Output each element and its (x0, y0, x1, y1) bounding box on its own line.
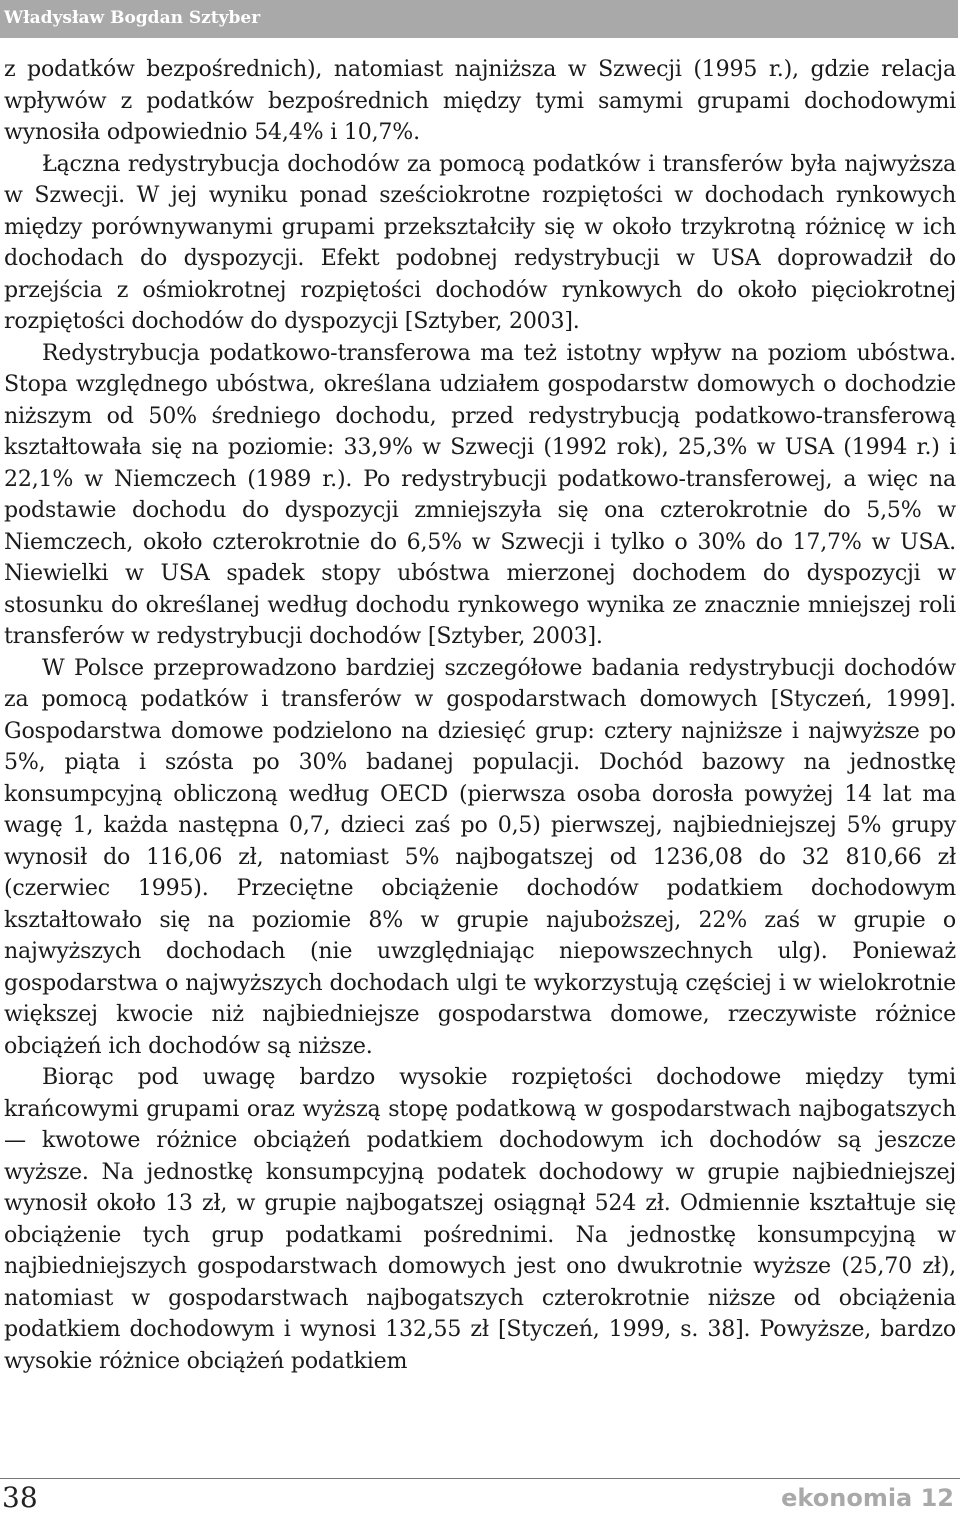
header-author: Władysław Bogdan Sztyber (4, 8, 261, 28)
article-body (4, 54, 956, 1377)
journal-name: ekonomia 12 (781, 1484, 954, 1512)
running-header (0, 0, 958, 38)
paragraph: Biorąc pod uwagę bardzo wysokie rozpiętości dochodowe między tymi krańcowymi grupami oraz wyższą stopę podatkową w gospodarstwach najbogatszych — kwotowe różnice obciążeń podatkiem dochodowym ich dochodów są jeszcze wyższe. Na jednostkę konsumpcyjną podatek dochodowy w grupie najbiedniejszej wynosił około 13 zł, w grupie najbogatszej osiągnął 524 zł. Odmiennie kształtuje się obciążenie tych grup podatkami pośrednimi. Na jednostkę konsumpcyjną w najbiedniejszych gospodarstwach domowych jest ono dwukrotnie wyższe (25,70 zł), natomiast w gospodarstwach najbogatszych czterokrotnie niższe od obciążenia podatkiem dochodowym i wynosi 132,55 zł [Styczeń, 1999, s. 38]. Powyższe, bardzo wysokie różnice obciążeń podatkiem (4, 1064, 956, 1374)
paragraph: Łączna redystrybucja dochodów za pomocą podatków i transferów była najwyższa w Szwecji. W jej wyniku ponad sześciokrotne rozpiętości w dochodach rynkowych między porównywanymi grupami przekształciły się w około trzykrotną różnicę w ich dochodach do dyspozycji. Efekt podobnej redystrybucji w USA doprowadził do przejścia z ośmiokrotnej rozpiętości dochodów rynkowych do około pięciokrotnej rozpiętości dochodów do dyspozycji [Sztyber, 2003]. (4, 150, 956, 334)
footer-divider (0, 1478, 960, 1479)
page-number: 38 (2, 1481, 38, 1514)
paragraph: W Polsce przeprowadzono bardziej szczegółowe badania redystrybucji dochodów za pomocą podatków i transferów w gospodarstwach domowych [Styczeń, 1999]. Gospodarstwa domowe podzielono na dziesięć grup: cztery najniższe i najwyższe po 5%, piąta i szósta po 30% badanej populacji. Dochód bazowy na jednostkę konsumpcyjną obliczoną według OECD (pierwsza osoba dorosła powyżej 14 lat ma wagę 1, każda następna 0,7, dzieci zaś po 0,5) pierwszej, najbiedniejszej 5% grupy wynosił do 116,06 zł, natomiast 5% najbogatszej od 1236,08 do 32 810,66 zł (czerwiec 1995). Przeciętne obciążenie dochodów podatkiem dochodowym kształtowało się na poziomie 8% w grupie najuboższej, 22% zaś w grupie o najwyższych dochodach (nie uwzględniając niepowszechnych ulg). Ponieważ gospodarstwa o najwyższych dochodach ulgi te wykorzystują częściej i w wielokrotnie większej kwocie niż najbiedniejsze gospodarstwa domowe, rzeczywiste różnice obciążeń ich dochodów są niższe. (4, 654, 956, 1059)
paragraph: z podatków bezpośrednich), natomiast najniższa w Szwecji (1995 r.), gdzie relacja wpływów z podatków bezpośrednich między tymi samymi grupami dochodowymi wynosiła odpowiednio 54,4% i 10,7%. (4, 56, 956, 145)
paragraph: Redystrybucja podatkowo-transferowa ma też istotny wpływ na poziom ubóstwa. Stopa względnego ubóstwa, określana udziałem gospodarstw domowych o dochodzie niższym od 50% średniego dochodu, przed redystrybucją podatkowo-transferową kształtowała się na poziomie: 33,9% w Szwecji (1992 rok), 25,3% w USA (1994 r.) i 22,1% w Niemczech (1989 r.). Po redystrybucji podatkowo-transferowej, a więc na podstawie dochodu do dyspozycji zmniejszyła się ona czterokrotnie do 5,5% w Niemczech, około czterokrotnie do 6,5% w Szwecji i tylko o 30% do 17,7% w USA. Niewielki w USA spadek stopy ubóstwa mierzonej dochodem do dyspozycji w stosunku do określanej według dochodu rynkowego wynika ze znacznie mniejszej roli transferów w redystrybucji dochodów [Sztyber, 2003]. (4, 339, 956, 649)
